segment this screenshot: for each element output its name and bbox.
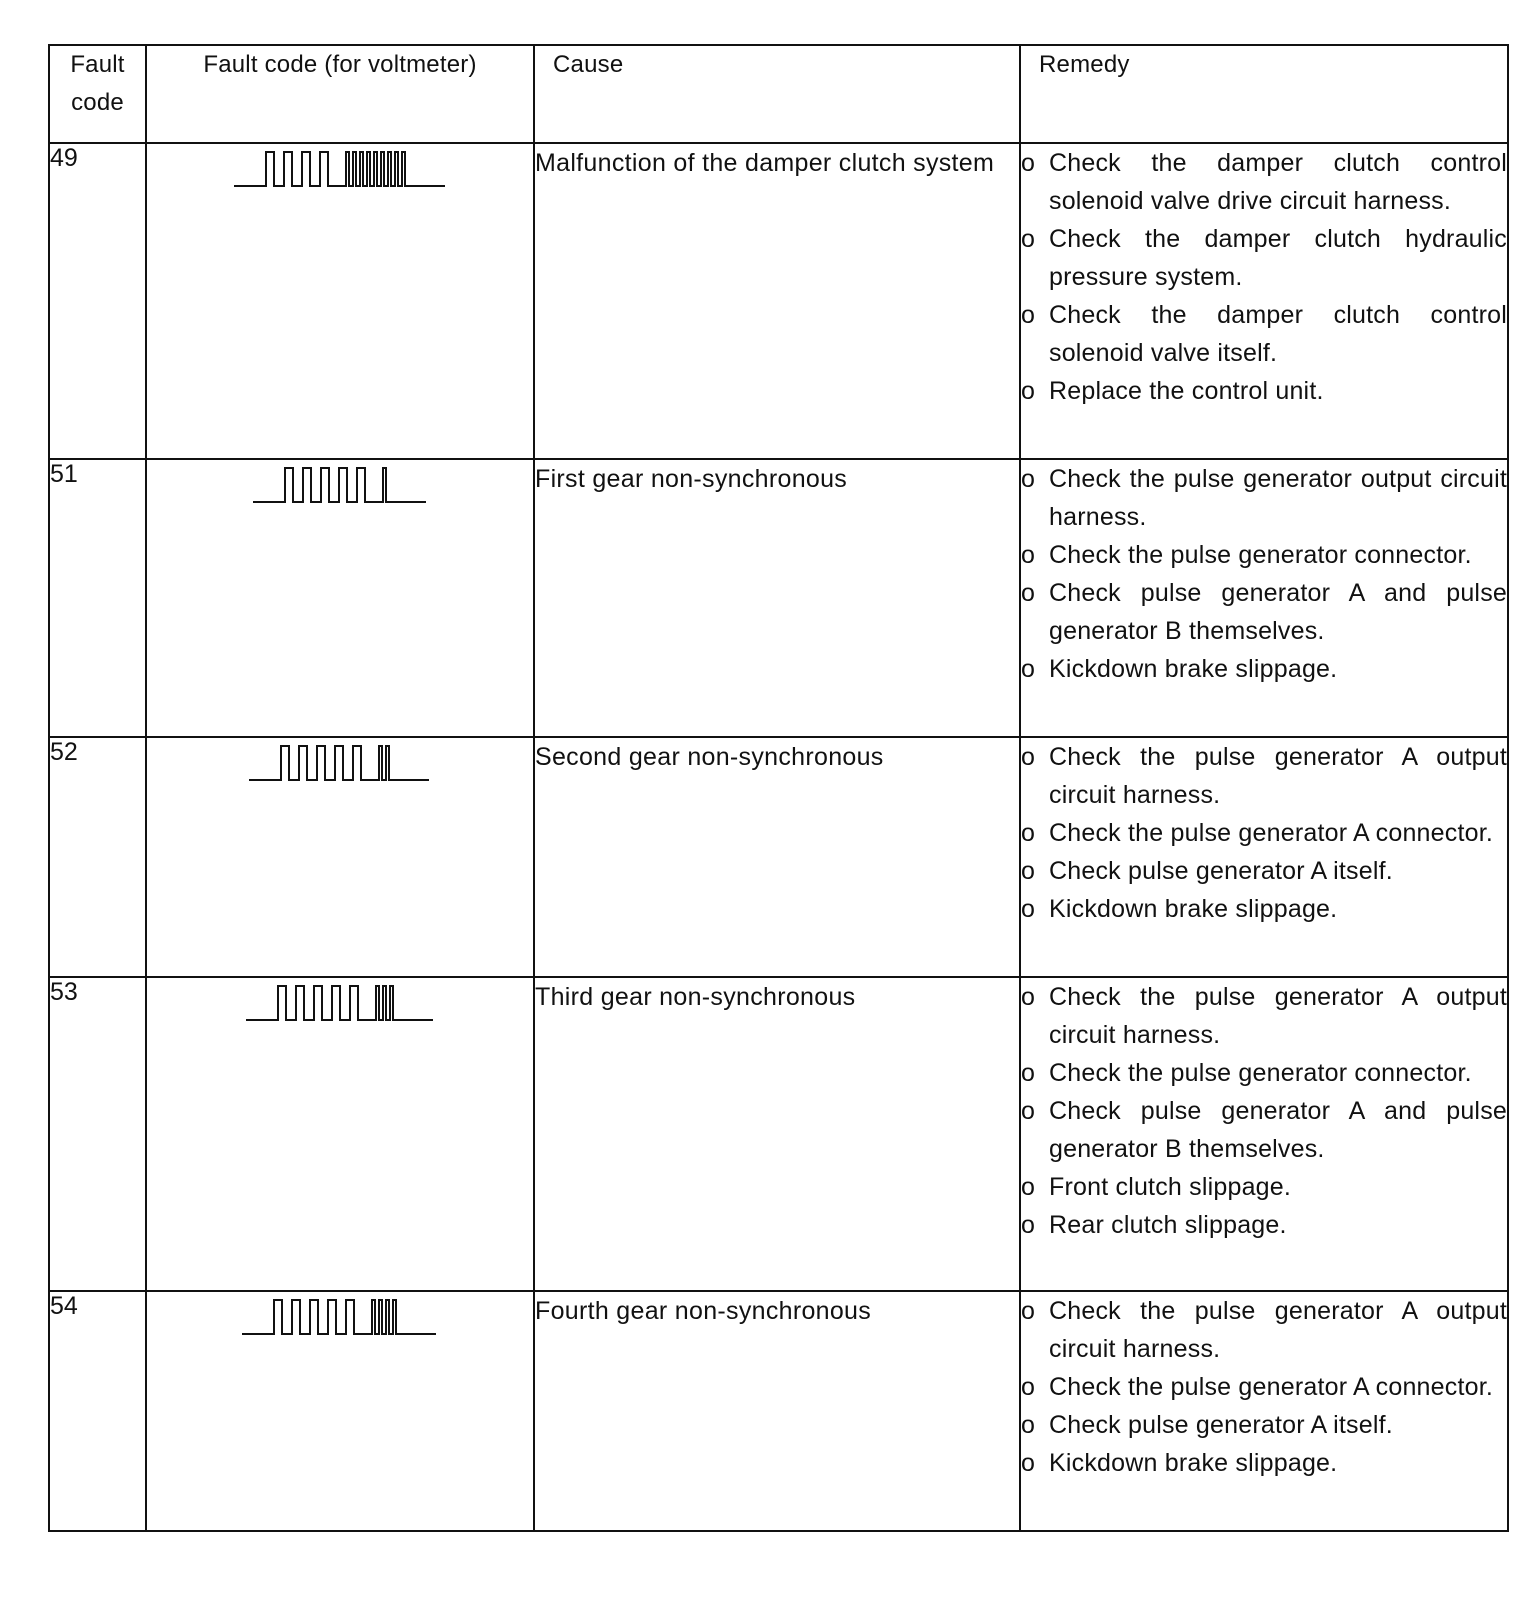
remedy-cell — [1020, 459, 1508, 737]
header-row — [49, 45, 1508, 143]
waveform-cell — [146, 737, 534, 977]
header-voltmeter: Fault code (for voltmeter) — [146, 45, 534, 143]
table-row — [49, 977, 1508, 1291]
remedy-item: o Kickdown brake slippage. — [1021, 1444, 1507, 1482]
table-row — [49, 143, 1508, 459]
remedy-item: o Rear clutch slippage. — [1021, 1206, 1507, 1244]
remedy-item: o Check pulse generator A itself. — [1021, 1406, 1507, 1444]
remedy-item: o Check the pulse generator connector. — [1021, 536, 1507, 574]
remedy-item: o Check pulse generator A and pulse generator B themselves. — [1021, 574, 1507, 650]
fault-code: 53 — [49, 977, 146, 1291]
remedy-cell — [1020, 737, 1508, 977]
remedy-item: o Check the pulse generator output circuit harness. — [1021, 460, 1507, 536]
remedy-cell — [1020, 977, 1508, 1291]
remedy-cell — [1020, 1291, 1508, 1531]
voltmeter-waveform — [232, 144, 449, 194]
remedy-list — [1021, 978, 1507, 1244]
cause-text: Second gear non-synchronous — [534, 737, 1020, 977]
fault-code-table — [48, 44, 1509, 1532]
remedy-item: o Check the damper clutch control solenoid valve drive circuit harness. — [1021, 144, 1507, 220]
remedy-cell — [1020, 143, 1508, 459]
header-cause: Cause — [534, 45, 1020, 143]
cause-text: First gear non-synchronous — [534, 459, 1020, 737]
remedy-item: o Front clutch slippage. — [1021, 1168, 1507, 1206]
pulse-trace — [249, 746, 429, 780]
waveform-cell — [146, 977, 534, 1291]
waveform-cell — [146, 459, 534, 737]
waveform-cell — [146, 1291, 534, 1531]
header-fault-code: Fault code — [49, 45, 146, 143]
remedy-item: o Check pulse generator A and pulse generator B themselves. — [1021, 1092, 1507, 1168]
cause-text: Malfunction of the damper clutch system — [534, 143, 1020, 459]
remedy-list — [1021, 144, 1507, 410]
remedy-item: o Check the pulse generator A output circuit harness. — [1021, 738, 1507, 814]
pulse-trace — [246, 986, 433, 1020]
voltmeter-waveform — [247, 738, 433, 788]
header-remedy: Remedy — [1020, 45, 1508, 143]
voltmeter-waveform — [251, 460, 430, 510]
remedy-item: o Check the damper clutch hydraulic pressure system. — [1021, 220, 1507, 296]
voltmeter-waveform — [244, 978, 437, 1028]
voltmeter-waveform — [240, 1292, 440, 1342]
fault-code: 52 — [49, 737, 146, 977]
remedy-item: o Kickdown brake slippage. — [1021, 890, 1507, 928]
fault-code: 54 — [49, 1291, 146, 1531]
remedy-item: o Check the pulse generator A output circuit harness. — [1021, 978, 1507, 1054]
table-row — [49, 737, 1508, 977]
cause-text: Fourth gear non-synchronous — [534, 1291, 1020, 1531]
pulse-trace — [253, 468, 426, 502]
remedy-list — [1021, 738, 1507, 928]
fault-code: 51 — [49, 459, 146, 737]
remedy-item: o Check pulse generator A itself. — [1021, 852, 1507, 890]
remedy-item: o Kickdown brake slippage. — [1021, 650, 1507, 688]
remedy-item: o Check the pulse generator A connector. — [1021, 1368, 1507, 1406]
pulse-trace — [234, 152, 445, 186]
remedy-item: o Check the pulse generator A output circuit harness. — [1021, 1292, 1507, 1368]
remedy-item: o Check the damper clutch control solenoid valve itself. — [1021, 296, 1507, 372]
remedy-item: o Check the pulse generator A connector. — [1021, 814, 1507, 852]
remedy-list — [1021, 1292, 1507, 1482]
remedy-item: o Check the pulse generator connector. — [1021, 1054, 1507, 1092]
fault-code: 49 — [49, 143, 146, 459]
remedy-item: o Replace the control unit. — [1021, 372, 1507, 410]
table-row — [49, 459, 1508, 737]
table-row — [49, 1291, 1508, 1531]
waveform-cell — [146, 143, 534, 459]
cause-text: Third gear non-synchronous — [534, 977, 1020, 1291]
pulse-trace — [242, 1300, 436, 1334]
remedy-list — [1021, 460, 1507, 688]
